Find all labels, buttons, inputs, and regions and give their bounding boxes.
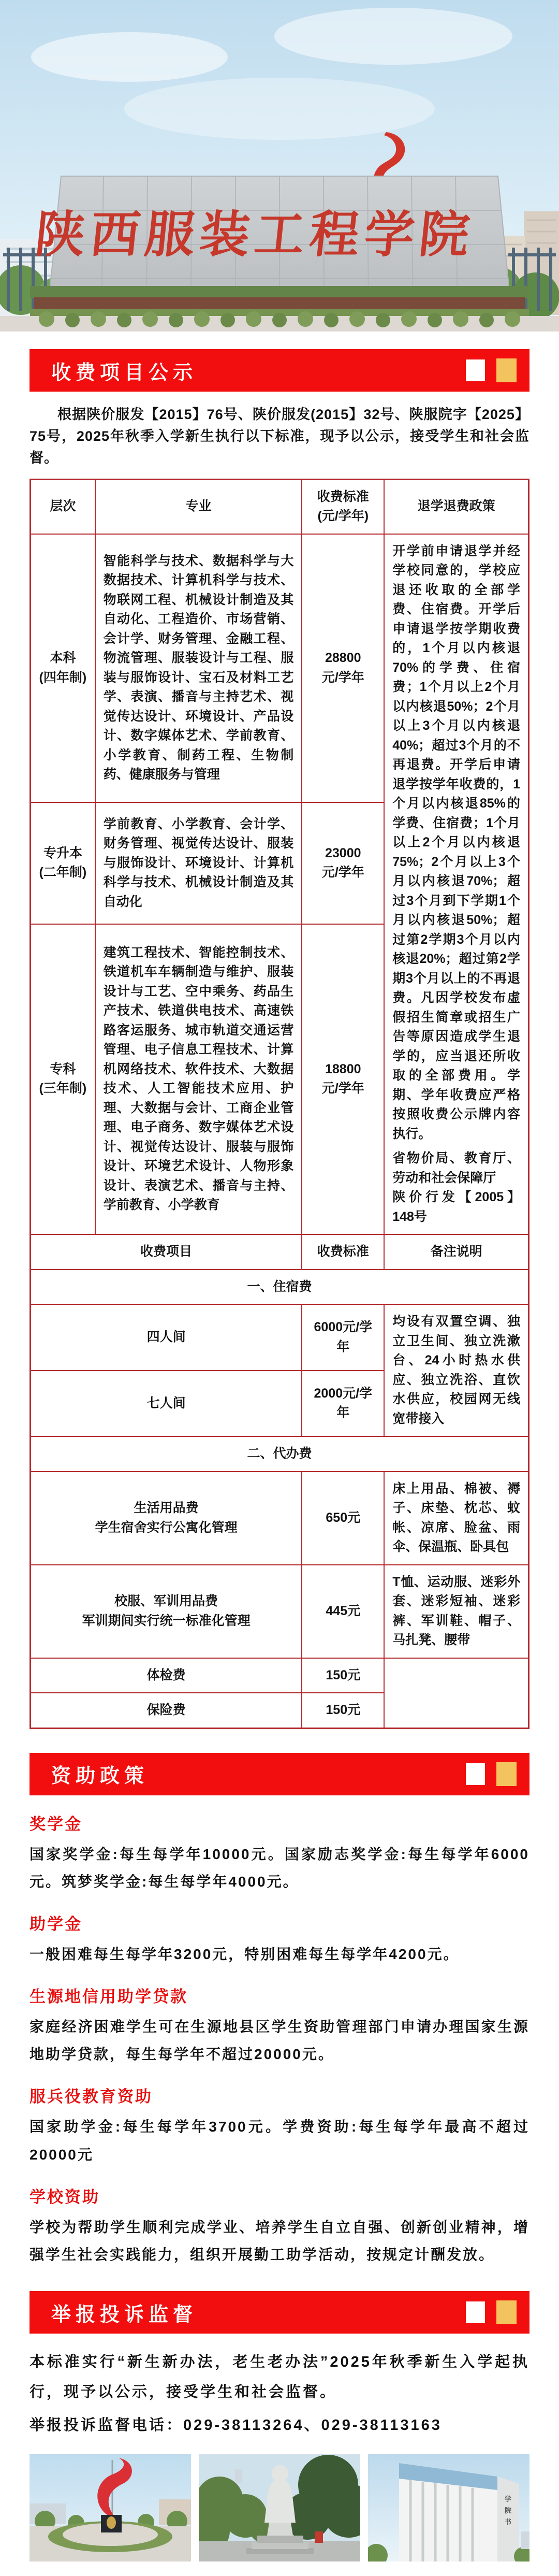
section-title-aid: 资助政策	[51, 1765, 149, 1788]
decor-square-white	[466, 1763, 485, 1785]
col-header-note: 备注说明	[384, 1234, 528, 1270]
col-header-level: 层次	[31, 479, 95, 534]
refund-policy-issuer: 省物价局、教育厅、劳动和社会保障厅	[392, 1151, 520, 1185]
room-fee-cell: 2000元/学年	[302, 1371, 384, 1437]
aid-body-grant: 一般困难每生每学年3200元，特别困难每生每学年4200元。	[30, 1946, 460, 1962]
fee-cell: 28800 元/学年	[302, 534, 384, 802]
photo-sculpture-plaza	[30, 2454, 191, 2561]
campus-gate-photo	[0, 0, 559, 332]
agency-item-cell: 保险费	[31, 1693, 302, 1728]
decor-square-gold	[496, 2300, 517, 2324]
supervision-hotline: 举报投诉监督电话：029-38113264、029-38113163	[30, 2417, 442, 2434]
svg-text:学: 学	[505, 2495, 512, 2503]
decor-square-white	[466, 2301, 485, 2323]
aid-body-school: 学校为帮助学生顺利完成学业、培养学生自立自强、创新创业精神，增强学生社会实践能力，组织开展勤工助学活动，按规定计酬发放。	[30, 2219, 529, 2263]
svg-text:书: 书	[505, 2518, 512, 2526]
aid-body-military: 国家助学金:每生每学年3700元。学费资助:每生每学年最高不超过20000元	[30, 2119, 529, 2163]
accommodation-section-label: 一、住宿费	[31, 1270, 529, 1305]
campus-gate-scene	[0, 0, 559, 332]
table-row-quad-room	[31, 1304, 529, 1371]
decor-square-white	[466, 359, 485, 381]
fee-cell: 23000 元/学年	[302, 802, 384, 924]
svg-text:院: 院	[505, 2507, 512, 2515]
tuition-fee-table	[30, 479, 529, 1729]
section-row-accommodation	[31, 1270, 529, 1305]
majors-cell: 学前教育、小学教育、会计学、财务管理、视觉传达设计、服装与服饰设计、环境设计、计算机科学与技术、机械设计制造及其自动化	[95, 802, 302, 924]
aid-heading-school: 学校资助	[30, 2188, 100, 2206]
table-row-uniforms	[31, 1565, 529, 1658]
table-row-daily-supplies	[31, 1472, 529, 1565]
fees-intro-paragraph: 根据陕价服发【2015】76号、陕价服发(2015】32号、陕服院字【2025】75号，2025年秋季入学新生执行以下标准，现予以公示，接受学生和社会监督。	[30, 407, 529, 466]
table-row-undergraduate	[31, 534, 529, 802]
room-fee-cell: 6000元/学年	[302, 1304, 384, 1371]
section-row-agency-fees	[31, 1436, 529, 1472]
aid-heading-loan: 生源地信用助学贷款	[30, 1988, 188, 2006]
agency-section-label: 二、代办费	[31, 1436, 529, 1472]
misc-header-row	[31, 1234, 529, 1270]
agency-item-cell: 校服、军训用品费 军训期间实行统一标准化管理	[31, 1565, 302, 1658]
hedges	[30, 286, 529, 317]
level-cell: 专升本 (二年制)	[31, 802, 95, 924]
refund-policy-cell	[384, 534, 528, 1235]
empty-note-cell	[384, 1658, 528, 1729]
supervision-paragraph: 本标准实行“新生新办法，老生老办法”2025年秋季新生入学起执行，现予以公示，接受学生和社会监督。	[30, 2354, 529, 2401]
agency-fee-cell: 650元	[302, 1472, 384, 1565]
refund-policy-text: 开学前申请退学并经学校同意的，学校应退还收取的全部学费、住宿费。开学后申请退学按学期收费的，1个月以内核退70%的学费、住宿费；1个月以上2个月以内核退50%；2个月以上3个月以内核退40%；超过3个月的不再退费。开学后申请退学按学年收费的，1个月以内核退85%的学费、住宿费；1个月以上2个月以内核退75%；2个月以上3个月以内核退70%；超过3个月到下学期1个月以内核退50%；超过第2学期3个月以内核退20%；超过第2学期3个月以上的不再退费。凡因学校发布虚假招生简章或招生广告等原因造成学生退学的，应当退还所收取的全部费用。学期、学年收费应严格按照收费公示牌内容执行。	[392, 543, 520, 1141]
majors-cell: 智能科学与技术、数据科学与大数据技术、计算机科学与技术、物联网工程、机械设计制造及其自动化、工程造价、市场营销、会计学、财务管理、金融工程、物流管理、服装设计与工程、服装与服饰设计、宝石及材料工艺学、表演、播音与主持艺术、视觉传达设计、环境设计、产品设计、数字媒体艺术、学前教育、小学教育、制药工程、生物制药、健康服务与管理	[95, 534, 302, 802]
aid-heading-military: 服兵役教育资助	[30, 2088, 153, 2106]
decor-square-gold	[496, 358, 517, 382]
col-header-major: 专业	[95, 479, 302, 534]
agency-item-cell: 体检费	[31, 1658, 302, 1693]
section-header-supervision	[30, 2291, 529, 2334]
decor-square-gold	[496, 1762, 517, 1786]
level-cell: 本科 (四年制)	[31, 534, 95, 802]
room-item-cell: 四人间	[31, 1304, 302, 1371]
agency-note-cell: T恤、运动服、迷彩外套、迷彩短袖、迷彩裤、军训鞋、帽子、马扎凳、腰带	[384, 1565, 528, 1658]
refund-policy-doc: 陕价行发【2005】148号	[392, 1190, 520, 1224]
section-header-aid	[30, 1753, 529, 1795]
room-item-cell: 七人间	[31, 1371, 302, 1437]
building-calligraphy	[505, 2495, 511, 2526]
agency-note-cell: 床上用品、棉被、褥子、床垫、枕芯、蚊帐、凉席、脸盆、雨伞、保温瓶、卧具包	[384, 1472, 528, 1565]
agency-fee-cell: 445元	[302, 1565, 384, 1658]
section-title-fees: 收费项目公示	[51, 362, 198, 384]
level-cell: 专科 (三年制)	[31, 924, 95, 1234]
aid-heading-grant: 助学金	[30, 1915, 82, 1933]
aid-body-loan: 家庭经济困难学生可在生源地县区学生资助管理部门申请办理国家生源地助学贷款，每生每学年不超过20000元。	[30, 2019, 529, 2063]
section-header-fees	[30, 349, 529, 392]
agency-fee-cell: 150元	[302, 1658, 384, 1693]
agency-fee-cell: 150元	[302, 1693, 384, 1728]
agency-item-cell: 生活用品费 学生宿舍实行公寓化管理	[31, 1472, 302, 1565]
campus-photos-row	[30, 2454, 529, 2561]
aid-body-scholarship: 国家奖学金:每生每学年10000元。国家励志奖学金:每生每学年6000元。筑梦奖学金:每生每学年4000元。	[30, 1846, 529, 1890]
school-name-calligraphy: 陕西服装工程学院	[32, 207, 477, 263]
col-header-fee: 收费标准 (元/学年)	[302, 479, 384, 534]
col-header-item: 收费项目	[31, 1234, 302, 1270]
table-row-physical-exam	[31, 1658, 529, 1693]
photo-statue	[199, 2454, 360, 2561]
col-header-policy: 退学退费政策	[384, 479, 528, 534]
room-note-cell: 均设有双置空调、独立卫生间、独立洗漱台、24小时热水供应、独立洗浴、直饮水供应，校园网无线宽带接入	[384, 1304, 528, 1436]
table-header-row	[31, 479, 529, 534]
fee-cell: 18800 元/学年	[302, 924, 384, 1234]
majors-cell: 建筑工程技术、智能控制技术、铁道机车车辆制造与维护、服装设计与工艺、空中乘务、药品生产技术、铁道供电技术、高速铁路客运服务、城市轨道交通运营管理、电子信息工程技术、计算机网络技术、软件技术、大数据技术、人工智能技术应用、护理、大数据与会计、工商企业管理、电子商务、数字媒体艺术设计、视觉传达设计、服装与服饰设计、环境艺术设计、人物形象设计、表演艺术、播音与主持、学前教育、小学教育	[95, 924, 302, 1234]
section-title-supervision: 举报投诉监督	[51, 2304, 198, 2326]
aid-heading-scholarship: 奖学金	[30, 1815, 82, 1833]
photo-white-building	[368, 2454, 529, 2561]
col-header-fee2: 收费标准	[302, 1234, 384, 1270]
